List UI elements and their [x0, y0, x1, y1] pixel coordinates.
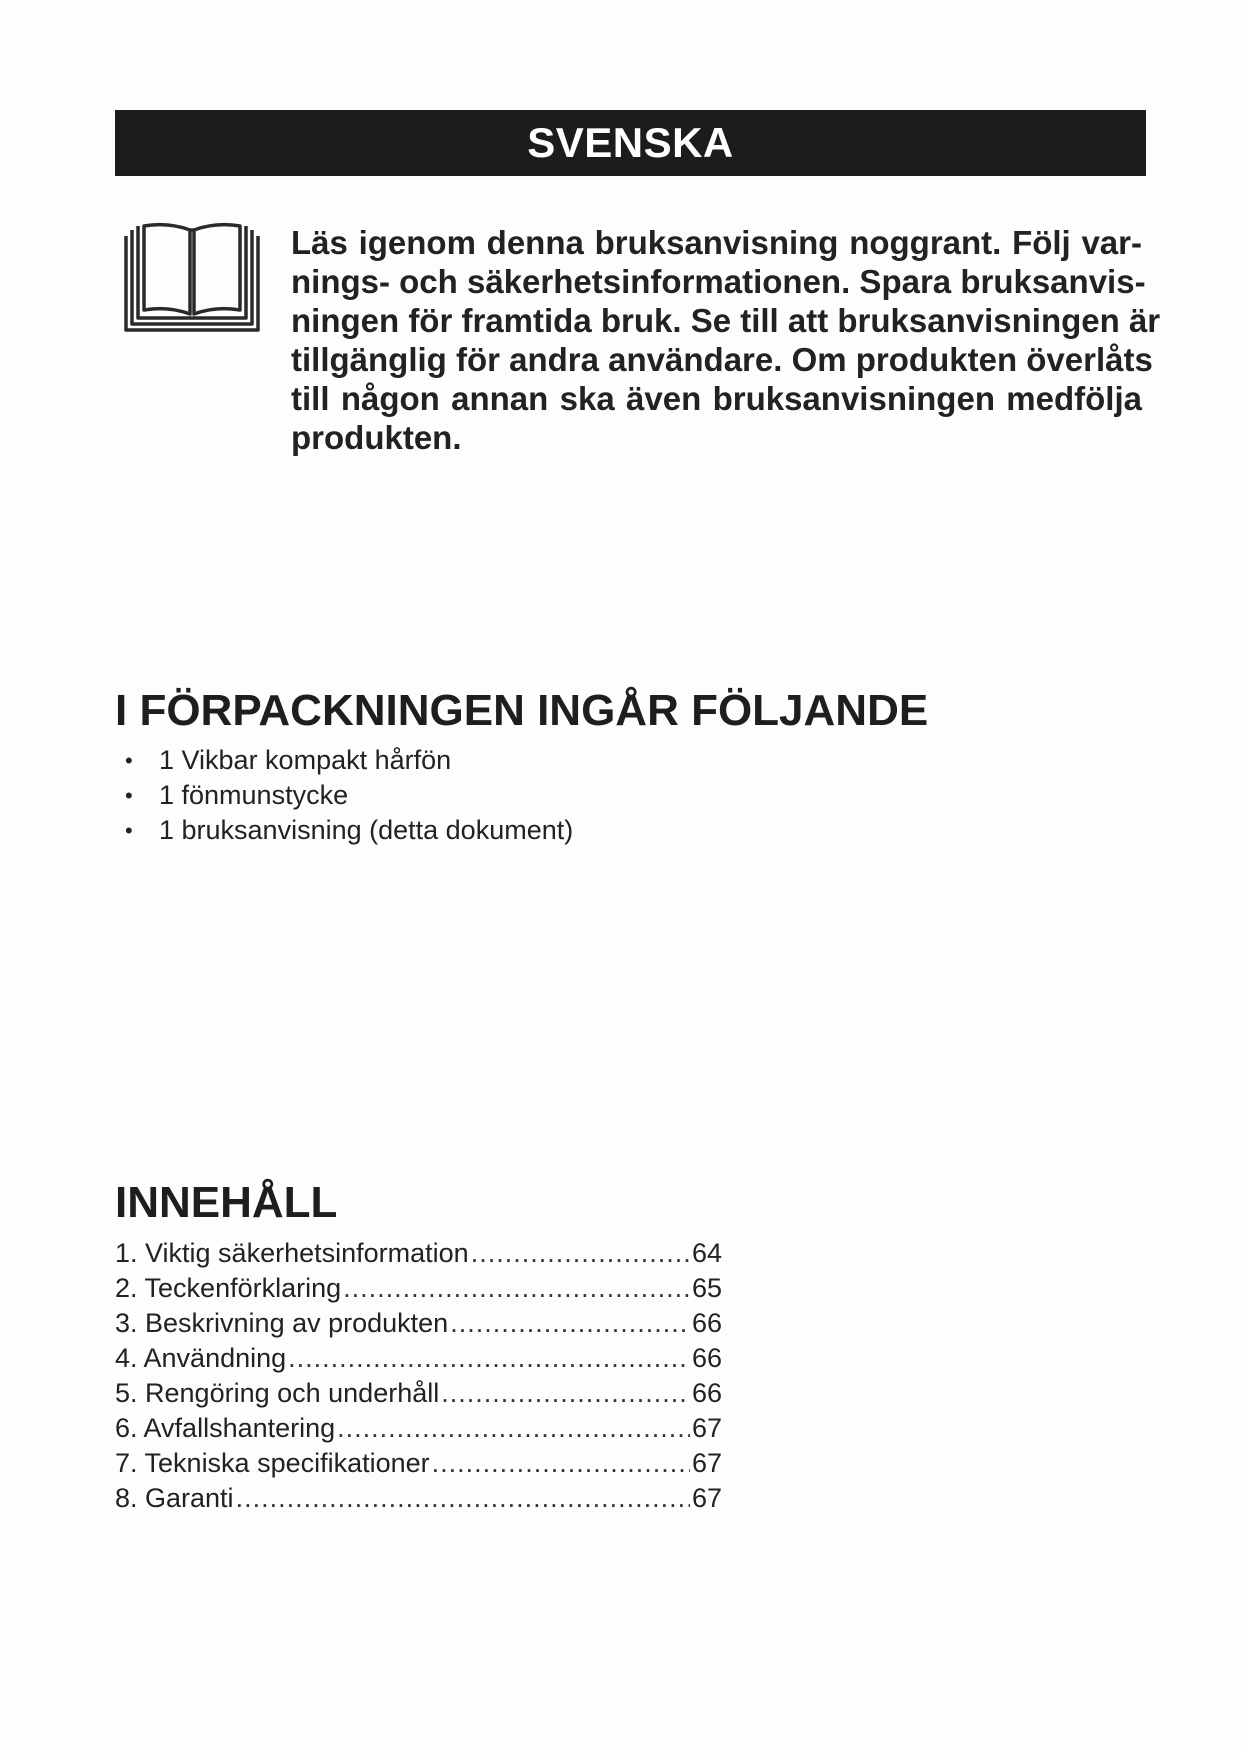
toc-entry-page: 67: [691, 1448, 722, 1478]
package-contents-list: [125, 743, 573, 848]
toc-entry-label: 8. Garanti: [115, 1483, 234, 1513]
toc-entry[interactable]: [115, 1376, 722, 1411]
toc-leader-dots: [343, 1271, 690, 1306]
toc-entry-page: 66: [691, 1308, 722, 1338]
toc-entry[interactable]: [115, 1411, 722, 1446]
toc-entry-page: 65: [691, 1273, 722, 1303]
language-banner: [115, 110, 1146, 176]
list-item: [125, 743, 573, 778]
bullet-icon: •: [125, 818, 133, 843]
list-item: [125, 813, 573, 848]
language-title: SVENSKA: [527, 119, 734, 166]
toc-entry-label: 2. Teckenförklaring: [115, 1273, 342, 1303]
toc-leader-dots: [288, 1341, 690, 1376]
toc-entry[interactable]: [115, 1306, 722, 1341]
table-of-contents: [115, 1236, 722, 1516]
list-item-label: 1 bruksanvisning (detta dokument): [159, 815, 574, 845]
toc-entry-page: 67: [691, 1483, 722, 1513]
toc-entry[interactable]: [115, 1236, 722, 1271]
toc-leader-dots: [471, 1236, 690, 1271]
intro-line: till någon annan ska även bruksanvisningen medfölja: [291, 380, 1142, 417]
toc-entry[interactable]: [115, 1341, 722, 1376]
toc-entry-page: 64: [691, 1238, 722, 1268]
toc-entry-label: 6. Avfallshantering: [115, 1413, 336, 1443]
toc-entry-label: 4. Användning: [115, 1343, 287, 1373]
toc-leader-dots: [337, 1411, 690, 1446]
toc-entry-label: 3. Beskrivning av produkten: [115, 1308, 449, 1338]
list-item: [125, 778, 573, 813]
toc-entry-page: 66: [691, 1378, 722, 1408]
toc-entry-label: 5. Rengöring och underhåll: [115, 1378, 440, 1408]
intro-line: ningen för framtida bruk. Se till att bruksanvisningen är: [291, 302, 1161, 339]
intro-paragraph: [291, 223, 1161, 457]
toc-entry[interactable]: [115, 1446, 722, 1481]
table-of-contents-heading: INNEHÅLL: [115, 1178, 338, 1227]
intro-line: nings- och säkerhetsinformationen. Spara bruksanvis-: [291, 263, 1146, 300]
intro-line: produkten.: [291, 419, 462, 456]
intro-line: Läs igenom denna bruksanvisning noggrant. Följ var-: [291, 224, 1142, 261]
bullet-icon: •: [125, 748, 133, 773]
toc-leader-dots: [432, 1446, 690, 1481]
toc-entry-page: 67: [691, 1413, 722, 1443]
toc-leader-dots: [450, 1306, 690, 1341]
toc-entry-label: 7. Tekniska specifikationer: [115, 1448, 430, 1478]
toc-entry[interactable]: [115, 1481, 722, 1516]
toc-entry[interactable]: [115, 1271, 722, 1306]
open-book-manual-icon: [122, 222, 262, 340]
list-item-label: 1 Vikbar kompakt hårfön: [159, 745, 452, 775]
package-contents-heading: I FÖRPACKNINGEN INGÅR FÖLJANDE: [115, 686, 929, 735]
bullet-icon: •: [125, 783, 133, 808]
toc-leader-dots: [236, 1481, 690, 1516]
toc-leader-dots: [441, 1376, 690, 1411]
toc-entry-page: 66: [691, 1343, 722, 1373]
intro-line: tillgänglig för andra användare. Om produkten överlåts: [291, 341, 1153, 378]
list-item-label: 1 fönmunstycke: [159, 780, 349, 810]
toc-entry-label: 1. Viktig säkerhetsinformation: [115, 1238, 469, 1268]
